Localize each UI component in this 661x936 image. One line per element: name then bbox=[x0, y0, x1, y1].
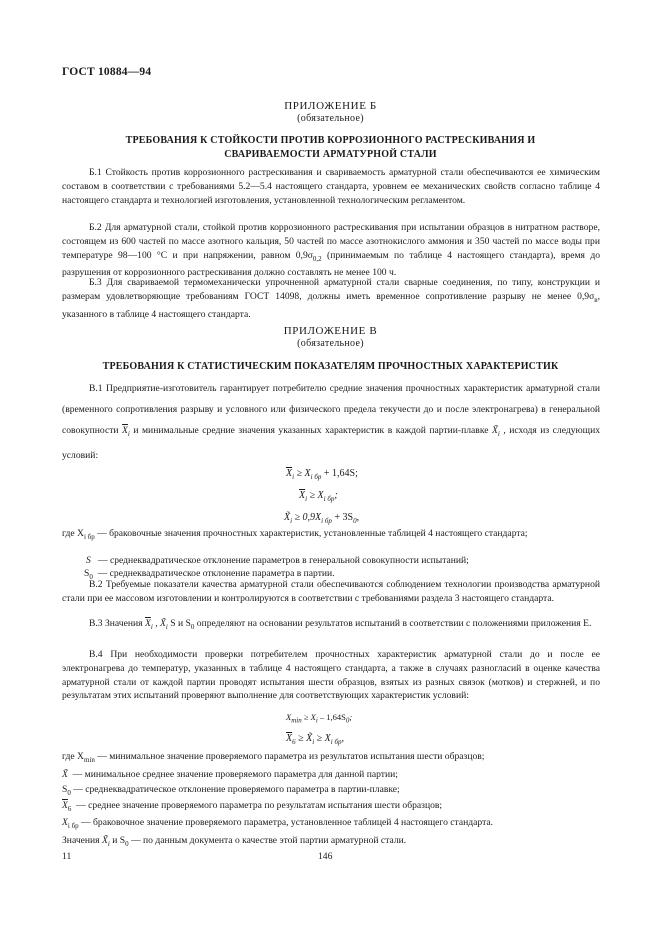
formula-3: $X̃_i \ge 0,9X_{i бр} + 3S_0$, bbox=[284, 512, 360, 525]
definition-x6: $\overline{X}_6$ — среднее значение проверяемого параметра по результатам испытания шести образцов; bbox=[62, 800, 443, 813]
formula-4: $X_{min} \ge X_i - 1,64S_0$; bbox=[286, 712, 353, 725]
definition-xtilde-text: — минимальное среднее значение проверяемого параметра для данной партии; bbox=[72, 769, 398, 780]
definition-s-text: — среднеквадратическое отклонение параметров в генеральной совокупности испытаний; bbox=[98, 555, 469, 566]
paragraph-v3-text-b: S и S bbox=[170, 618, 191, 629]
footer-left-number: 11 bbox=[62, 851, 72, 862]
paragraph-b2-sub: 0,2 bbox=[312, 254, 322, 263]
paragraph-b3 bbox=[62, 276, 600, 321]
page-number: 146 bbox=[318, 851, 333, 862]
definition-values-c: — по данным документа о качестве этой партии арматурной стали. bbox=[131, 835, 407, 846]
definition-xibr-b: $X_{i бр}$ — браковочное значение проверяемого параметра, установленное таблицей 4 настоящего стандарта. bbox=[62, 817, 494, 830]
definition-values-b: и S bbox=[112, 835, 126, 846]
paragraph-b2 bbox=[62, 221, 600, 280]
formula-5-part-b: ≥ X bbox=[314, 733, 331, 744]
definition-s0: $S_0$ — среднеквадратическое отклонение параметра в партии. bbox=[84, 568, 335, 581]
formula-3-part: ≥ 0,9X bbox=[294, 512, 322, 523]
definition-xibr-text: — браковочные значения прочностных характеристик, установленные таблицей 4 настоящего стандарта; bbox=[97, 528, 528, 539]
paragraph-v1-text-b: и минимальные средние значения указанных характеристик в каждой партии-плавке bbox=[133, 425, 489, 436]
formula-2: $\overline{X}_i \ge X_{i бр}$; bbox=[299, 490, 338, 503]
formula-2-part: ≥ X bbox=[309, 490, 324, 501]
appendix-b-title-1: ТРЕБОВАНИЯ К СТОЙКОСТИ ПРОТИВ КОРРОЗИОННОГО РАСТРЕСКИВАНИЯ И bbox=[125, 135, 536, 146]
formula-5: $\overline{X}_6 \ge X_i \ge X_{i бр}$, bbox=[286, 733, 344, 746]
formula-1-tail: + 1,64S; bbox=[321, 468, 358, 479]
definition-x6-text: — среднее значение проверяемого параметра по результатам испытания шести образцов; bbox=[76, 800, 443, 811]
paragraph-b3-text: Б.3 Для свариваемой термомеханически упрочненной арматурной стали сварные соединения, по типу, конструкции и размерам удовлетворяющие требованиям ГОСТ 14098, должны иметь временное сопротивление разрыву не менее 0,9σ bbox=[62, 277, 600, 302]
appendix-b-title-2: СВАРИВАЕМОСТИ АРМАТУРНОЙ СТАЛИ bbox=[224, 149, 437, 160]
formula-4-part-b: ≥ X bbox=[301, 712, 316, 722]
paragraph-v2: В.2 Требуемые показатели качества арматурной стали обеспечиваются соблюдением технологии производства арматурной стали при ее массовом изготовлении и контролируются в соответствии с требованиями раздела 3 настоящего стандарта. bbox=[62, 579, 600, 604]
paragraph-v1: В.1 Предприятие-изготовитель гарантирует потребителю средние значения прочностных характеристик арматурной стали (временного сопротивления разрыву и условного или физического предела текучести до и после электронагрева) в генеральной совокупности $\overline{X}_i$ и минимальные средние значения указанных характеристик в каждой партии-плавке $X̃_i$ , исходя из следующих условий: bbox=[62, 383, 601, 461]
definition-s0-b: $S_0$ — среднеквадратическое отклонение проверяемого параметра в партии-плавке; bbox=[62, 784, 400, 797]
paragraph-v1-text-c: , исходя из следующих условий: bbox=[62, 425, 601, 461]
definition-xibr: где $X_{i бр}$ — браковочные значения прочностных характеристик, установленные таблицей 4 настоящего стандарта; bbox=[62, 528, 528, 541]
paragraph-v4: В.4 При необходимости проверки потребителем прочностных характеристик арматурной стали до и после ее электронагрева до температур, указанных в таблице 4 настоящего стандарта, а также в случаях разногласий в оценке качества арматурной стали от каждой партии проводят испытания шести образцов, взятых из разных связок (мотков) и стержней, и по результатам этих испытаний проверяют выполнение для соответствующих характеристик условий: bbox=[62, 649, 600, 702]
paragraph-b3-sub: в bbox=[594, 295, 598, 304]
paragraph-b2-text: Б.2 Для арматурной стали, стойкой против коррозионного растрескивания при испытании образцов в нитратном растворе, состоящем из 600 частей по массе азотного кальция, 50 частей по массе азотнокислого аммония и 350 частей по массе воды при температуре 98—100 °С и при напряжении, равном 0,9σ bbox=[62, 222, 600, 261]
appendix-b-status: (обязательное) bbox=[297, 113, 364, 124]
definition-xmin-text: — минимальное значение проверяемого параметра из результатов испытания шести образцов; bbox=[97, 751, 485, 762]
definition-xmin-sym: где X bbox=[62, 751, 84, 762]
definition-s0-b-text: — среднеквадратическое отклонение проверяемого параметра в партии-плавке; bbox=[73, 784, 400, 795]
paragraph-v1-text-a: В.1 Предприятие-изготовитель гарантирует потребителю средние значения прочностных характеристик арматурной стали (временного сопротивления разрыву и условного или физического предела текучести до и после электронагрева) в генеральной совокупности bbox=[62, 383, 600, 436]
definition-values-a: Значения bbox=[62, 835, 100, 846]
formula-1-part: ≥ X bbox=[296, 468, 311, 479]
definition-values: Значения $X̃_i$ и $S_0$ — по данным документа о качестве этой партии арматурной стали. bbox=[62, 835, 407, 848]
definition-s0-sym: S bbox=[84, 568, 90, 579]
appendix-v-status: (обязательное) bbox=[297, 338, 364, 349]
definition-xmin: где $X_{min}$ — минимальное значение проверяемого параметра из результатов испытания шести образцов; bbox=[62, 751, 485, 764]
definition-xtilde: X̃ — минимальное среднее значение проверяемого параметра для данной партии; bbox=[62, 769, 398, 780]
formula-1: $\overline{X}_i \ge X_{i бр} + 1,64S$; bbox=[286, 468, 358, 481]
paragraph-v3: В.3 Значения $\overline{X}_i$ , $X̃_i$ S и $S_0$ определяют на основании результатов испытаний в соответствии с положениями приложения Е. bbox=[89, 618, 592, 631]
document-code: ГОСТ 10884—94 bbox=[62, 66, 152, 78]
appendix-b-label: ПРИЛОЖЕНИЕ Б bbox=[284, 100, 377, 112]
definition-s-sym: S bbox=[86, 555, 91, 566]
formula-5-part-a: ≥ X bbox=[298, 733, 313, 744]
formula-4-part-c: – 1,64S bbox=[317, 712, 346, 722]
paragraph-b1: Б.1 Стойкость против коррозионного растрескивания и свариваемость арматурной стали обеспечиваются ее химическим составом в соответствии с требованиями 5.2—5.4 настоящего стандарта, уровнем ее механических свойств согласно таблице 4 настоящего стандарта и технологией изготовления, установленной технологическим регламентом. bbox=[62, 167, 600, 206]
definition-s bbox=[86, 554, 600, 568]
paragraph-v3-text-c: определяют на основании результатов испытаний в соответствии с положениями приложения Е. bbox=[196, 618, 592, 629]
appendix-v-title: ТРЕБОВАНИЯ К СТАТИСТИЧЕСКИМ ПОКАЗАТЕЛЯМ ПРОЧНОСТНЫХ ХАРАКТЕРИСТИК bbox=[102, 361, 559, 372]
paragraph-b3-tail: , указанного в таблице 4 настоящего стандарта. bbox=[62, 290, 600, 320]
formula-3-tail: + 3S bbox=[331, 512, 354, 523]
definition-s0-text: — среднеквадратическое отклонение параметра в партии. bbox=[97, 568, 335, 579]
paragraph-b2-tail: (принимаемым по таблице 4 настоящего стандарта), время до разрушения от коррозионного растрескивания должно составлять не менее 100 ч. bbox=[62, 249, 601, 279]
definition-xibr-b-text: — браковочное значение проверяемого параметра, установленное таблицей 4 настоящего стандарта. bbox=[81, 817, 494, 828]
paragraph-v3-text-a: В.3 Значения bbox=[89, 618, 143, 629]
formula-4-part-a: X bbox=[286, 712, 292, 722]
definition-xibr-sym: где X bbox=[62, 528, 84, 539]
appendix-v-label: ПРИЛОЖЕНИЕ В bbox=[283, 325, 378, 337]
